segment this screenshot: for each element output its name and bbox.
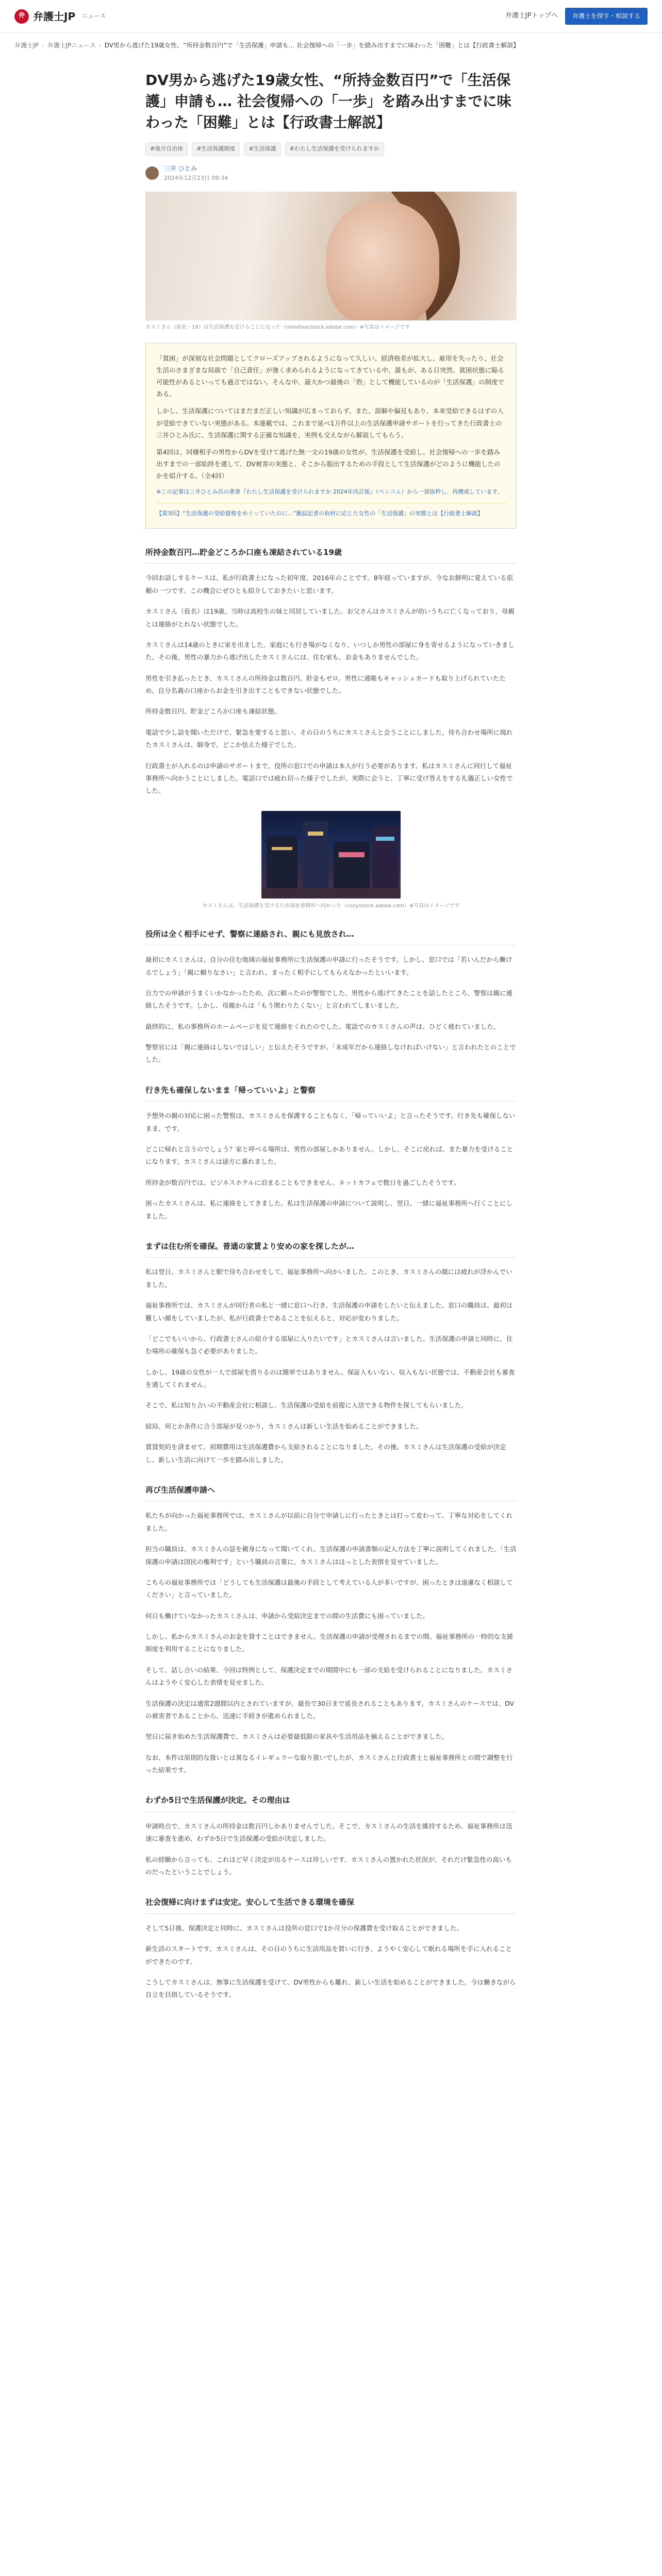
hero-face-shape (326, 202, 439, 320)
tag-item[interactable]: #生活保護制度 (192, 142, 240, 156)
body-paragraph: しかし、19歳の女性が一人で部屋を借りるのは簡単ではありません。保証人もいない、収入もない状態では、不動産会社も審査を通してくれません。 (145, 1368, 515, 1388)
city-night-photo (261, 811, 401, 899)
hero-image (145, 192, 517, 320)
summary-paragraph: 第4回は、同棲相手の男性からDVを受けて逃げた無一文の19歳の女性が、生活保護を受給し、社会復帰への一歩を踏み出すまでの一部始終を通して、DV被害の実態と、そこから脱出するための手段として生活保護がどのように機能したのかを紹介する。（全4回） (156, 448, 501, 480)
body-paragraph: 所持金が数百円では、ビジネスホテルに泊まることもできません。ネットカフェで数日を過ごしたそうです。 (145, 1178, 460, 1187)
breadcrumb-current: DV男から逃げた19歳女性、“所持金数百円”で「生活保護」申請も… 社会復帰への「一歩」を踏み出すまでに味わった「困難」とは【行政書士解説】 (104, 42, 520, 49)
breadcrumb (0, 33, 662, 58)
tag-item[interactable]: #生活保護 (244, 142, 280, 156)
section-heading: 所持金数百円…貯金どころか口座も凍結されている19歳 (145, 546, 517, 564)
body-paragraph: 私は翌日、カスミさんと駅で待ち合わせをして、福祉事務所へ向かいました。このとき、カスミさんの顔には疲れが浮かんでいました。 (145, 1268, 512, 1289)
body-paragraph: 私の経験から言っても、これほど早く決定が出るケースは珍しいです。カスミさんの置かれた状況が、それだけ緊急性の高いものだったということでしょう。 (145, 1855, 512, 1876)
breadcrumb-news[interactable]: 弁護士JPニュース (47, 42, 96, 49)
section-heading: 社会復帰に向けまずは安定。安心して生活できる環境を確保 (145, 1896, 517, 1914)
body-paragraph: 賃貸契約を済ませて、初期費用は生活保護費から支給されることになりました。その後、カスミさんは生活保護の受給が決定し、新しい生活に向けて一歩を踏み出しました。 (145, 1443, 506, 1464)
body-paragraph: 所持金数百円、貯金どころか口座も凍結状態。 (145, 707, 281, 716)
body-paragraph: こちらの福祉事務所では「どうしても生活保護は最後の手段として考えている人が多いですが、困ったときは遠慮なく相談してください」と言っていました。 (145, 1578, 513, 1599)
section-heading: まずは住む所を確保。普通の家賃より安めの家を探したが… (145, 1240, 517, 1258)
body-paragraph: しかし、私からカスミさんのお金を貸すことはできません。生活保護の申請が受理されるまでの間、福祉事務所の一時的な支援制度を利用することになりました。 (145, 1633, 514, 1653)
body-paragraph: 自力での申請がうまくいかなかったため、次に頼ったのが警察でした。男性から逃げてきたことを話したところ、警察は親に連絡したそうです。しかし、母親からは「もう関わりたくない」と言われてしまいました。 (145, 989, 513, 1010)
body-paragraph: 翌日に届き始めた生活保護費で、カスミさんは必要最低限の家具や生活用品を揃えることができました。 (145, 1733, 449, 1741)
header-actions (505, 8, 648, 24)
body-paragraph: カスミさん（仮名）は19歳。当時は高校生の妹と同居していました。お父さんはカスミさんが幼いうちに亡くなっており、母親とは連絡がとれない状態でした。 (145, 607, 515, 628)
section-heading: わずか5日で生活保護が決定。その理由は (145, 1794, 517, 1812)
body-paragraph: 新生活のスタートです。カスミさんは、その日のうちに生活用品を買いに行き、ようやく安心して眠れる場所を手に入れることができたのです。 (145, 1945, 512, 1965)
logo-subtitle: ニュース (81, 12, 106, 20)
body-paragraph: なお、本件は原則的な扱いとは異なるイレギュラーな取り扱いでしたが、カスミさんと行政書士と福祉事務所との間で調整を行った結果です。 (145, 1753, 513, 1774)
section-heading: 役所は全く相手にせず、警察に連絡され、親にも見放され… (145, 928, 517, 946)
summary-paragraph: しかし、生活保護についてはまだまだ正しい知識が広まっておらず、また、誤解や偏見もあり、本来受給できるはずの人が受給できていない実態がある。本連載では、これまで延べ1万件以上の生活保護申請サポートを行ってきた行政書士の三井ひとみ氏に、生活保護に関する正確な知識を、実例も交えながら解説してもらう。 (156, 407, 504, 439)
street-shape (261, 888, 401, 899)
tag-item[interactable]: #わたし生活保護を受けられますか (285, 142, 384, 156)
top-page-link[interactable]: 弁護士JPトップへ (505, 12, 558, 20)
body-paragraph: 担当の職員は、カスミさんの話を親身になって聞いてくれ、生活保護の申請書類の記入方法を丁寧に説明してくれました。「生活保護の申請は国民の権利です」という職員の言葉に、カスミさんはほっとした表情を見せていました。 (145, 1545, 517, 1566)
window-light (308, 832, 323, 836)
article (145, 58, 517, 2001)
summary-paragraph: 「貧困」が深刻な社会問題としてクローズアップされるようになって久しい。経済格差が拡大し、雇用を失ったり、社会生活のさまざまな局面で「自己責任」が強く求められるようになってきている中、誰もが、ある日突然、貧困状態に陥る可能性があるといっても過言ではない。そんな中、最大かつ最後の「砦」として機能しているのが「生活保護」の制度である。 (156, 354, 505, 398)
window-light (339, 852, 365, 857)
body-paragraph: そこで、私は知り合いの不動産会社に相談し、生活保護の受給を前提に入居できる物件を探してもらいました。 (145, 1401, 468, 1410)
hero-caption: カスミさん（仮名・19）は生活保護を受けることになった（mimitoai/stock.adobe.com）※写真はイメージです (145, 324, 410, 330)
body-paragraph: 今回お話しするケースは、私が行政書士になった初年度、2016年のことです。8年経っていますが、今なお鮮明に覚えている依頼の一つです。この機会にぜひとも紹介しておきたいと思います。 (145, 574, 514, 595)
breadcrumb-separator-icon: › (98, 42, 102, 49)
section-heading: 再び生活保護申請へ (145, 1484, 517, 1502)
tag-item[interactable]: #地方自治体 (145, 142, 188, 156)
body-paragraph: 警察官には「親に連絡はしないでほしい」と伝えたそうですが、「未成年だから連絡しなければいけない」と言われたとのことでした。 (145, 1043, 516, 1064)
body-paragraph: 行政書士が入れるのは申請のサポートまで。役所の窓口での申請は本人が行う必要があります。私はカスミさんに同行して福祉事務所へ向かうことにしました。電話口では疲れ切った様子でしたが、実際に会うと、丁寧に受け答えをする礼儀正しい女性でした。 (145, 761, 513, 795)
body-paragraph: 最終的に、私の事務所のホームページを見て連絡をくれたのでした。電話でのカスミさんの声は、ひどく疲れていました。 (145, 1022, 500, 1030)
body-paragraph: どこに帰れと言うのでしょう？家と呼べる場所は、男性の部屋しかありません。しかし、そこに戻れば、また暴力を受けることになります。カスミさんは途方に暮れました。 (145, 1145, 514, 1166)
source-note[interactable]: ※この記事は三井ひとみ氏の著書『わたし生活保護を受けられますか 2024年改訂版』（ペンコム）から一部抜粋し、再構成しています。 (156, 488, 503, 496)
body-paragraph: 「どこでもいいから、行政書士さんの紹介する部屋に入りたいです」とカスミさんは言いました。生活保護の申請と同時に、住む場所の確保も急ぐ必要がありました。 (145, 1334, 513, 1355)
body-paragraph: 生活保護の決定は通常2週間以内とされていますが、最長で30日まで延長されることもあります。カスミさんのケースでは、DVの被害者であることから、迅速に手続きが進められました。 (145, 1699, 515, 1720)
related-article-link[interactable]: 【第3回】“生活保護の受給資格をめぐっていたのに…”雑誌記者の取材に応じた女性の「生活保護」の実態とは【行政書士解説】 (156, 503, 506, 519)
lead-summary-box (145, 343, 517, 529)
publish-date: 2024年12月23日 09:34 (164, 175, 228, 182)
body-paragraph: こうしてカスミさんは、無事に生活保護を受けて、DV男性からも離れ、新しい生活を始めることができました。今は働きながら自立を目指しているそうです。 (145, 1978, 516, 1999)
body-paragraph: 最初にカスミさんは、自分の住む地域の福祉事務所に生活保護の申請に行ったそうです。しかし、窓口では「若いんだから働けるでしょう」「親に頼りなさい」と言われ、まったく相手にしてもらえなかったといいます。 (145, 956, 512, 976)
window-light (272, 847, 292, 850)
body-paragraph: そして5日後、保護決定と同時に、カスミさんは役所の窓口で1か月分の保護費を受け取ることができました。 (145, 1924, 463, 1932)
author-avatar[interactable] (145, 166, 159, 180)
find-lawyer-button[interactable]: 弁護士を探す・相談する (565, 8, 648, 24)
window-light (376, 837, 394, 841)
author-block (145, 163, 517, 183)
site-logo[interactable] (14, 8, 106, 25)
body-paragraph: そして、話し合いの結果、今回は特例として、保護決定までの期間中にも一部の支給を受けられることになりました。カスミさんはようやく安心した表情を見せました。 (145, 1666, 513, 1687)
author-name[interactable]: 三井 ひとみ (164, 164, 197, 172)
body-paragraph: 困ったカスミさんは、私に連絡をしてきました。私は生活保護の申請について説明し、翌日、一緒に福祉事務所へ行くことにしました。 (145, 1199, 513, 1220)
body-paragraph: カスミさんは14歳のときに家を出ました。家庭にも行き場がなくなり、いつしか男性の部屋に身を寄せるようになっていきました。その後、男性の暴力から逃げ出したカスミさんには、住む家も、お金もありませんでした。 (145, 640, 515, 662)
breadcrumb-separator-icon: › (41, 42, 44, 49)
section-heading: 行き先も確保しないまま「帰っていいよ」と警察 (145, 1084, 517, 1102)
photo-caption: カスミさんは、生活保護を受けるため福祉事務所へ向かった（cozy/stock.adobe.com）※写真はイメージです (202, 903, 460, 909)
logo-text: 弁護士JP (33, 10, 76, 23)
article-title: DV男から逃げた19歳女性、“所持金数百円”で「生活保護」申請も… 社会復帰への「一歩」を踏み出すまでに味わった「困難」とは【行政書士解説】 (145, 72, 511, 131)
body-paragraph: 電話で少し話を聞いただけで、緊急を要すると思い、その日のうちにカスミさんと会うことにしました。待ち合わせ場所に現れたカスミさんは、細身で、どこか怯えた様子でした。 (145, 728, 513, 749)
logo-mark-icon: 弁 (14, 9, 29, 24)
body-paragraph: 何日も働けていなかったカスミさんは、申請から受給決定までの間の生活費にも困っていました。 (145, 1612, 429, 1620)
body-paragraph: 申請時点で、カスミさんの所持金は数百円しかありませんでした。そこで、カスミさんの生活を維持するため、福祉事務所は迅速に審査を進め、わずか5日で生活保護の受給が決定しました。 (145, 1822, 512, 1843)
body-paragraph: 私たちが向かった福祉事務所では、カスミさんが以前に自分で申請しに行ったときとは打って変わって、丁寧な対応をしてくれました。 (145, 1512, 513, 1532)
breadcrumb-home[interactable]: 弁護士JP (14, 42, 39, 49)
site-header (0, 0, 662, 33)
tag-list (145, 142, 517, 156)
body-paragraph: 予想外の親の対応に困った警察は、カスミさんを保護することもなく、「帰っていいよ」と言ったそうです。行き先も確保しないまま、です。 (145, 1112, 516, 1132)
body-paragraph: 男性を引き払ったとき、カスミさんの所持金は数百円。貯金もゼロ。男性に通帳もキャッシュカードも取り上げられていたため、自分名義の口座からお金を引き出すこともできない状態でした。 (145, 674, 506, 694)
body-paragraph: 結局、何とか条件に合う部屋が見つかり、カスミさんは新しい生活を始めることができました。 (145, 1422, 423, 1430)
body-paragraph: 福祉事務所では、カスミさんが同行者の私と一緒に窓口へ行き、生活保護の申請をしたいと伝えました。窓口の職員は、最初は難しい顔をしていましたが、私が行政書士であることを伝えると、対応が変わりました。 (145, 1301, 513, 1322)
